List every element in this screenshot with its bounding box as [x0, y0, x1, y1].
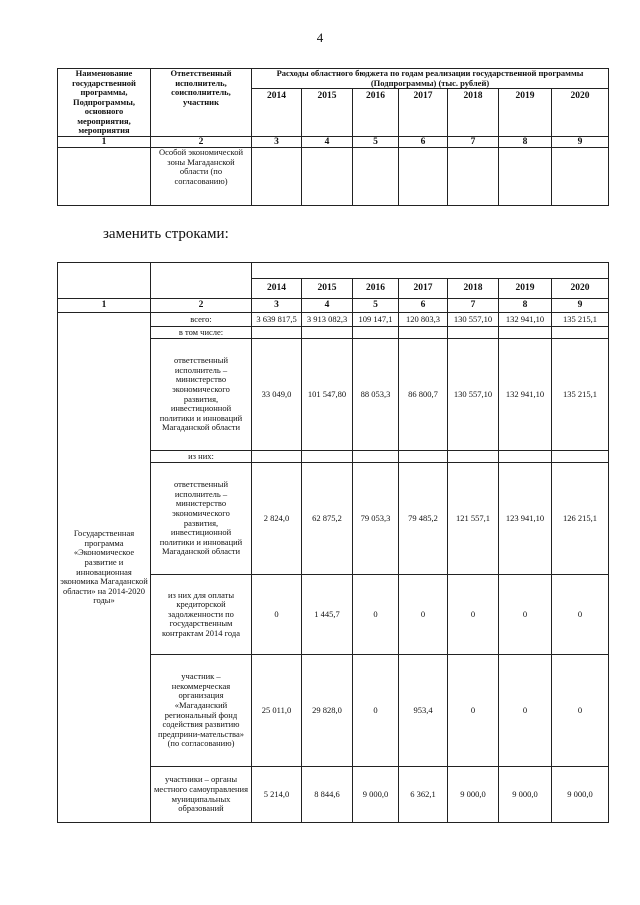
column-number: 8	[499, 136, 552, 148]
value-cell	[448, 451, 499, 463]
value-cell	[399, 451, 448, 463]
year-header: 2014	[252, 279, 302, 299]
table-cell	[252, 263, 609, 279]
header-executor: Ответственный исполнитель, соисполнитель, участник	[151, 69, 252, 137]
value-cell: 0	[552, 655, 609, 767]
replace-instruction: заменить строками:	[103, 226, 229, 242]
value-cell: 0	[353, 655, 399, 767]
value-cell: 2 824,0	[252, 463, 302, 575]
column-number: 9	[552, 299, 609, 313]
value-cell	[552, 451, 609, 463]
value-cell: 62 875,2	[302, 463, 353, 575]
row-label: из них:	[151, 451, 252, 463]
value-cell: 0	[552, 575, 609, 655]
value-cell: 86 800,7	[399, 339, 448, 451]
value-cell: 953,4	[399, 655, 448, 767]
column-number: 4	[302, 136, 353, 148]
row-label: всего:	[151, 313, 252, 327]
value-cell: 0	[499, 575, 552, 655]
value-cell	[353, 451, 399, 463]
column-number: 8	[499, 299, 552, 313]
value-cell: 0	[252, 575, 302, 655]
value-cell	[448, 327, 499, 339]
table-cell	[302, 148, 353, 206]
value-cell: 3 913 082,3	[302, 313, 353, 327]
value-cell: 123 941,10	[499, 463, 552, 575]
value-cell: 88 053,3	[353, 339, 399, 451]
value-cell: 8 844,6	[302, 767, 353, 823]
value-cell: 0	[353, 575, 399, 655]
column-number: 9	[552, 136, 609, 148]
value-cell: 120 803,3	[399, 313, 448, 327]
value-cell	[399, 327, 448, 339]
value-cell: 135 215,1	[552, 313, 609, 327]
year-header: 2018	[448, 89, 499, 136]
value-cell: 33 049,0	[252, 339, 302, 451]
column-number: 6	[399, 136, 448, 148]
header-program-name: Наименование государственной программы, Подпрограммы, основного мероприятия, мероприятия	[58, 69, 151, 137]
value-cell	[302, 327, 353, 339]
value-cell: 126 215,1	[552, 463, 609, 575]
value-cell: 6 362,1	[399, 767, 448, 823]
column-number: 3	[252, 136, 302, 148]
value-cell: 79 485,2	[399, 463, 448, 575]
value-cell	[499, 451, 552, 463]
table-cell	[252, 148, 302, 206]
column-number: 7	[448, 299, 499, 313]
value-cell: 9 000,0	[448, 767, 499, 823]
value-cell: 25 011,0	[252, 655, 302, 767]
page-number: 4	[316, 30, 324, 45]
column-number: 7	[448, 136, 499, 148]
row-label: из них для оплаты кредиторской задолженности по государственным контрактам 2014 года	[151, 575, 252, 655]
table-cell	[58, 148, 151, 206]
year-header: 2016	[353, 279, 399, 299]
table-cell	[399, 148, 448, 206]
value-cell: 0	[448, 575, 499, 655]
value-cell: 3 639 817,5	[252, 313, 302, 327]
value-cell: 130 557,10	[448, 339, 499, 451]
value-cell	[552, 327, 609, 339]
table-cell	[58, 263, 151, 299]
row-label: в том числе:	[151, 327, 252, 339]
value-cell: 0	[448, 655, 499, 767]
value-cell: 5 214,0	[252, 767, 302, 823]
value-cell: 132 941,10	[499, 339, 552, 451]
value-cell	[302, 451, 353, 463]
table-cell	[353, 148, 399, 206]
year-header: 2015	[302, 89, 353, 136]
value-cell: 9 000,0	[353, 767, 399, 823]
value-cell: 132 941,10	[499, 313, 552, 327]
table-cell: Особой экономической зоны Магаданской области (по согласованию)	[151, 148, 252, 206]
value-cell: 9 000,0	[552, 767, 609, 823]
value-cell	[499, 327, 552, 339]
year-header: 2014	[252, 89, 302, 136]
header-expenses: Расходы областного бюджета по годам реализации государственной программы (Подпрограммы) (тыс. рублей)	[252, 69, 609, 89]
value-cell	[252, 327, 302, 339]
column-number: 2	[151, 299, 252, 313]
table-cell	[448, 148, 499, 206]
column-number: 1	[58, 299, 151, 313]
row-label: ответственный исполнитель – министерство экономического развития, инвестиционной политики и инноваций Магаданской области	[151, 339, 252, 451]
year-header: 2020	[552, 279, 609, 299]
column-number: 1	[58, 136, 151, 148]
row-label: участник – некоммерческая организация «Магаданский региональный фонд содействия развитию предприни-мательства» (по согласованию)	[151, 655, 252, 767]
column-number: 4	[302, 299, 353, 313]
value-cell	[252, 451, 302, 463]
value-cell: 135 215,1	[552, 339, 609, 451]
year-header: 2018	[448, 279, 499, 299]
column-number: 5	[353, 136, 399, 148]
new-rows-table	[57, 262, 609, 823]
program-name-cell: Государственная программа «Экономическое развитие и инновационная экономика Магаданской области» на 2014-2020 годы»	[58, 313, 151, 823]
value-cell: 121 557,1	[448, 463, 499, 575]
year-header: 2017	[399, 279, 448, 299]
row-label: участники – органы местного самоуправления муниципальных образований	[151, 767, 252, 823]
column-number: 6	[399, 299, 448, 313]
table-cell	[552, 148, 609, 206]
value-cell	[353, 327, 399, 339]
year-header: 2015	[302, 279, 353, 299]
row-label: ответственный исполнитель – министерство экономического развития, инвестиционной политики и инноваций Магаданской области	[151, 463, 252, 575]
value-cell: 1 445,7	[302, 575, 353, 655]
value-cell: 79 053,3	[353, 463, 399, 575]
year-header: 2017	[399, 89, 448, 136]
year-header: 2020	[552, 89, 609, 136]
table-cell	[499, 148, 552, 206]
value-cell: 29 828,0	[302, 655, 353, 767]
value-cell: 0	[399, 575, 448, 655]
column-number: 2	[151, 136, 252, 148]
year-header: 2016	[353, 89, 399, 136]
year-header: 2019	[499, 279, 552, 299]
column-number: 3	[252, 299, 302, 313]
value-cell: 0	[499, 655, 552, 767]
old-rows-table	[57, 68, 609, 206]
year-header: 2019	[499, 89, 552, 136]
value-cell: 101 547,80	[302, 339, 353, 451]
table-cell	[151, 263, 252, 299]
value-cell: 9 000,0	[499, 767, 552, 823]
value-cell: 130 557,10	[448, 313, 499, 327]
value-cell: 109 147,1	[353, 313, 399, 327]
column-number: 5	[353, 299, 399, 313]
